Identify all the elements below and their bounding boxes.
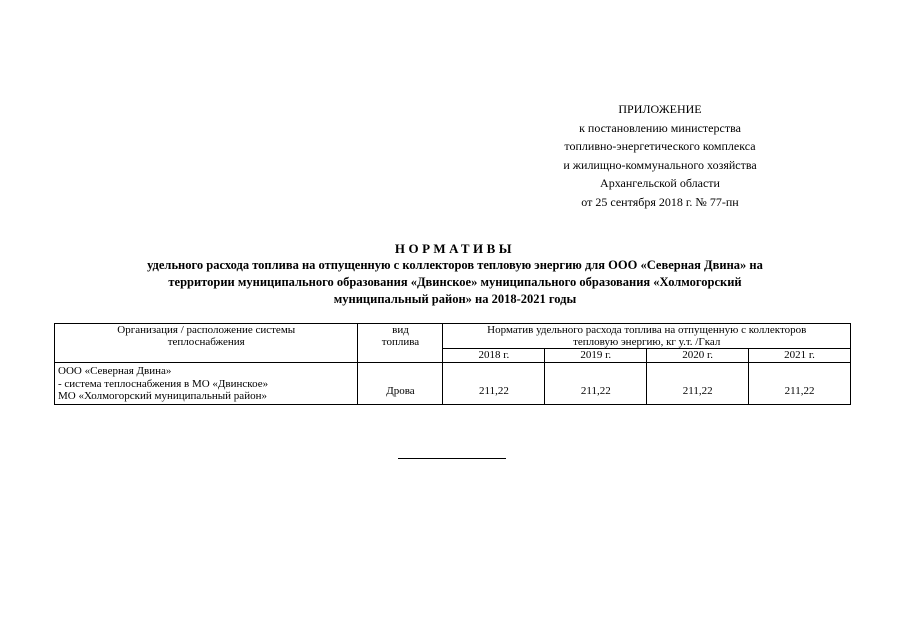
cell-value-2020: 211,22 [647, 363, 749, 405]
document-title [60, 240, 850, 308]
appendix-line: Архангельской области [600, 176, 720, 190]
header-organization: Организация / расположение системы теплоснабжения [55, 324, 358, 363]
appendix-line: и жилищно-коммунального хозяйства [563, 157, 757, 172]
norms-table [54, 323, 851, 405]
table-header-row [55, 324, 851, 349]
appendix-block [540, 100, 780, 211]
header-year: 2019 г. [545, 349, 647, 363]
title-line: территории муниципального образования «Двинское» муниципального образования «Холмогорский [168, 275, 742, 289]
cell-fuel: Дрова [358, 363, 443, 405]
appendix-line: топливно-энергетического комплекса [564, 139, 756, 153]
cell-value-2021: 211,22 [749, 363, 851, 405]
closing-divider [398, 458, 506, 459]
table-row [55, 363, 851, 405]
header-year: 2018 г. [443, 349, 545, 363]
appendix-line: к постановлению министерства [579, 120, 741, 135]
header-year: 2020 г. [647, 349, 749, 363]
cell-value-2019: 211,22 [545, 363, 647, 405]
header-fuel-type: вид топлива [358, 324, 443, 363]
title-heading: НОРМАТИВЫ [394, 241, 516, 256]
header-norm: Норматив удельного расхода топлива на отпущенную с коллекторов тепловую энергию, кг у.т. /Гкал [443, 324, 851, 349]
header-year: 2021 г. [749, 349, 851, 363]
cell-value-2018: 211,22 [443, 363, 545, 405]
appendix-date-number: от 25 сентября 2018 г. № 77-пн [581, 194, 739, 209]
appendix-title: ПРИЛОЖЕНИЕ [618, 102, 702, 116]
cell-organization: ООО «Северная Двина» - система теплоснабжения в МО «Двинское» МО «Холмогорский муниципальный район» [55, 363, 358, 405]
title-line: удельного расхода топлива на отпущенную с коллекторов тепловую энергию для ООО «Северная Двина» на [147, 258, 763, 272]
title-line: муниципальный район» на 2018-2021 годы [333, 292, 577, 306]
